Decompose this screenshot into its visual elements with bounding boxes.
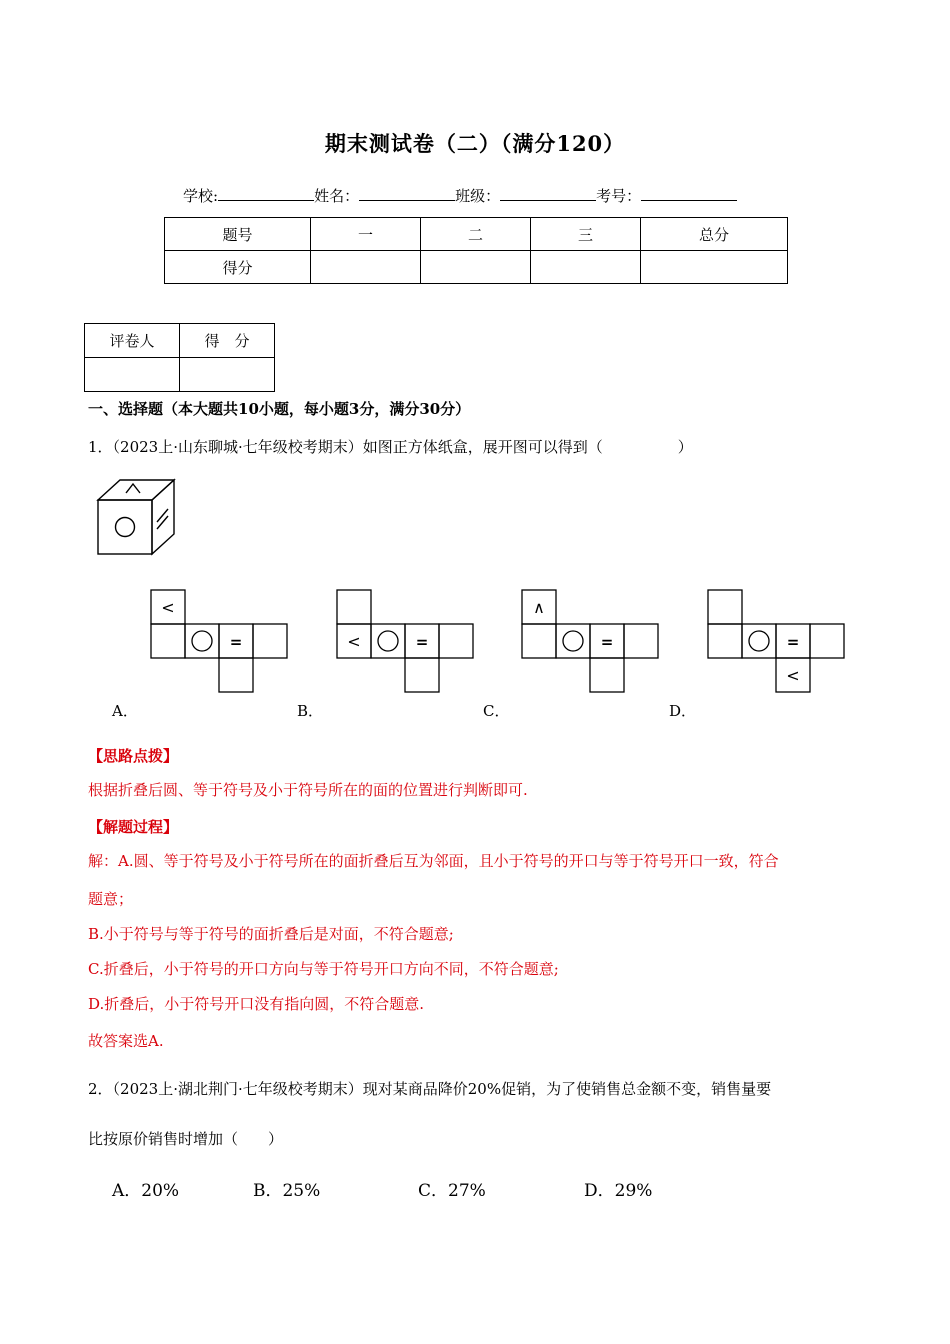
cube-figure	[96, 478, 180, 558]
circle-icon	[749, 631, 769, 651]
q2-option-c[interactable]: C．27%	[418, 1181, 486, 1201]
question-2-stem-cont: 比按原价销售时增加（ ）	[88, 1130, 284, 1148]
cube-circle-icon	[116, 518, 135, 537]
exam-no-blank[interactable]	[641, 184, 737, 201]
q2-option-a[interactable]: A．20%	[112, 1181, 180, 1201]
grader-table	[84, 323, 275, 392]
name-blank[interactable]	[359, 184, 455, 201]
answer-line: 故答案选A.	[88, 1032, 164, 1050]
question-1-stem: 1．（2023上·山东聊城·七年级校考期末）如图正方体纸盒，展开图可以得到（ ）	[88, 438, 693, 456]
score-row-label: 得分	[165, 251, 311, 284]
caret-symbol: ∧	[533, 598, 545, 617]
score-cell[interactable]	[531, 251, 641, 284]
score-header-cell: 题号	[165, 218, 311, 251]
grader-score-cell[interactable]	[180, 358, 275, 392]
equal-symbol: =	[786, 633, 800, 651]
process-line-a: 解：A.圆、等于符号及小于符号所在的面折叠后互为邻面，且小于符号的开口与等于符号开口一致，符合	[88, 852, 779, 870]
school-blank[interactable]	[218, 184, 314, 201]
cube-equal-line-icon	[157, 516, 168, 529]
option-a-label[interactable]: A．	[112, 702, 138, 720]
score-header-cell: 一	[311, 218, 421, 251]
page-title: 期末测试卷（二）（满分120）	[324, 131, 626, 156]
net-option-a	[150, 588, 290, 694]
student-info-line	[183, 184, 737, 206]
net-option-b	[336, 588, 476, 694]
option-d-label[interactable]: D．	[669, 702, 697, 720]
net-option-c	[521, 588, 661, 694]
grader-score-label: 得 分	[180, 324, 275, 358]
school-label: 学校:	[183, 187, 219, 205]
score-table-score-row	[165, 251, 788, 284]
less-than-symbol: <	[347, 632, 361, 651]
process-line-d: D.折叠后，小于符号开口没有指向圆，不符合题意.	[88, 995, 425, 1013]
equal-symbol: =	[600, 633, 614, 651]
circle-icon	[563, 631, 583, 651]
score-table-header-row	[165, 218, 788, 251]
process-line-a-cont: 题意；	[88, 890, 134, 908]
score-table	[164, 217, 788, 284]
less-than-symbol: <	[786, 666, 800, 685]
cube-caret-icon	[126, 484, 140, 493]
q2-option-b[interactable]: B．25%	[253, 1181, 321, 1201]
hint-text: 根据折叠后圆、等于符号及小于符号所在的面的位置进行判断即可.	[88, 781, 528, 799]
score-header-cell: 二	[421, 218, 531, 251]
equal-symbol: =	[229, 633, 243, 651]
process-line-c: C.折叠后，小于符号的开口方向与等于符号开口方向不同，不符合题意;	[88, 960, 559, 978]
net-option-d	[707, 588, 847, 694]
circle-icon	[192, 631, 212, 651]
score-cell[interactable]	[311, 251, 421, 284]
cube-front-face	[98, 500, 152, 554]
cube-equal-line-icon	[157, 509, 168, 522]
less-than-symbol: <	[161, 598, 175, 617]
hint-heading: 【思路点拨】	[88, 747, 179, 765]
q2-option-d[interactable]: D．29%	[584, 1181, 653, 1201]
grader-cell[interactable]	[85, 358, 180, 392]
name-label: 姓名：	[314, 187, 360, 205]
equal-symbol: =	[415, 633, 429, 651]
class-label: 班级：	[455, 187, 501, 205]
grader-label: 评卷人	[85, 324, 180, 358]
score-header-cell: 总分	[641, 218, 788, 251]
circle-icon	[378, 631, 398, 651]
option-b-label[interactable]: B．	[297, 702, 324, 720]
score-cell[interactable]	[421, 251, 531, 284]
option-c-label[interactable]: C．	[483, 702, 510, 720]
score-header-cell: 三	[531, 218, 641, 251]
class-blank[interactable]	[500, 184, 596, 201]
exam-no-label: 考号：	[596, 187, 642, 205]
cube-right-face	[152, 480, 174, 554]
process-line-b: B.小于符号与等于符号的面折叠后是对面，不符合题意;	[88, 925, 454, 943]
process-heading: 【解题过程】	[88, 818, 179, 836]
question-2-stem: 2．（2023上·湖北荆门·七年级校考期末）现对某商品降价20%促销，为了使销售总金额不变，销售量要	[88, 1080, 772, 1098]
section-heading: 一、选择题（本大题共10小题，每小题3分，满分30分）	[88, 400, 471, 418]
score-cell[interactable]	[641, 251, 788, 284]
